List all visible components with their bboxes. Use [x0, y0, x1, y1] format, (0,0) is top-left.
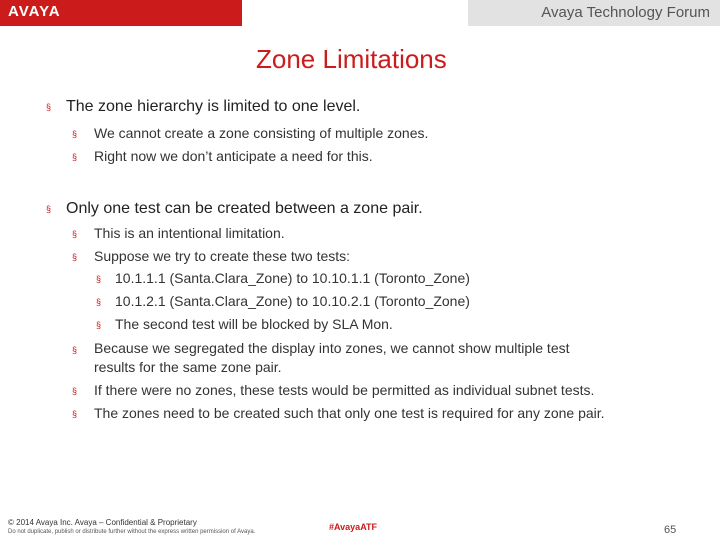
bullet-text: Right now we don’t anticipate a need for this. [94, 148, 373, 164]
bullet-glyph-icon: § [72, 229, 78, 239]
bullet-text: 10.1.1.1 (Santa.Clara_Zone) to 10.10.1.1 (Toronto_Zone) [115, 270, 470, 286]
bullet-text: The zone hierarchy is limited to one level. [66, 98, 361, 115]
bullet-glyph-icon: § [96, 274, 102, 284]
bullet-text: If there were no zones, these tests would be permitted as individual subnet tests. [94, 382, 595, 398]
bullet-text: 10.1.2.1 (Santa.Clara_Zone) to 10.10.2.1 (Toronto_Zone) [115, 293, 470, 309]
bullet-glyph-icon: § [96, 297, 102, 307]
bullet-glyph-icon: § [72, 129, 78, 139]
forum-label: Avaya Technology Forum [541, 4, 710, 21]
bullet-glyph-icon: § [96, 320, 102, 330]
bullet-text-continuation: results for the same zone pair. [94, 359, 282, 375]
hashtag-link[interactable]: #AvayaATF [329, 522, 378, 532]
bullet-text: Only one test can be created between a zone pair. [66, 200, 423, 217]
footer [0, 512, 720, 540]
page-number: 65 [664, 524, 677, 536]
bullet-glyph-icon: § [72, 152, 78, 162]
permission-notice: Do not duplicate, publish or distribute further without the express written permission of Avaya. [8, 529, 256, 535]
bullet-text: Because we segregated the display into zones, we cannot show multiple test [94, 340, 570, 356]
copyright-text: © 2014 Avaya Inc. Avaya – Confidential & Proprietary [8, 518, 197, 527]
avaya-logo: AVAYA [8, 3, 61, 20]
bullet-text: Suppose we try to create these two tests: [94, 248, 351, 264]
bullet-glyph-icon: § [72, 386, 78, 396]
slide-title-text: Zone Limitations [256, 44, 447, 74]
bullet-text: This is an intentional limitation. [94, 225, 285, 241]
bullet-glyph-icon: § [46, 204, 52, 214]
bullet-text: The zones need to be created such that only one test is required for any zone pair. [94, 405, 605, 421]
bullet-text: We cannot create a zone consisting of multiple zones. [94, 125, 429, 141]
bullet-text: The second test will be blocked by SLA Mon. [115, 316, 393, 332]
bullet-glyph-icon: § [72, 345, 78, 355]
bullet-glyph-icon: § [72, 252, 78, 262]
bullet-glyph-icon: § [72, 409, 78, 419]
bullet-glyph-icon: § [46, 102, 52, 112]
